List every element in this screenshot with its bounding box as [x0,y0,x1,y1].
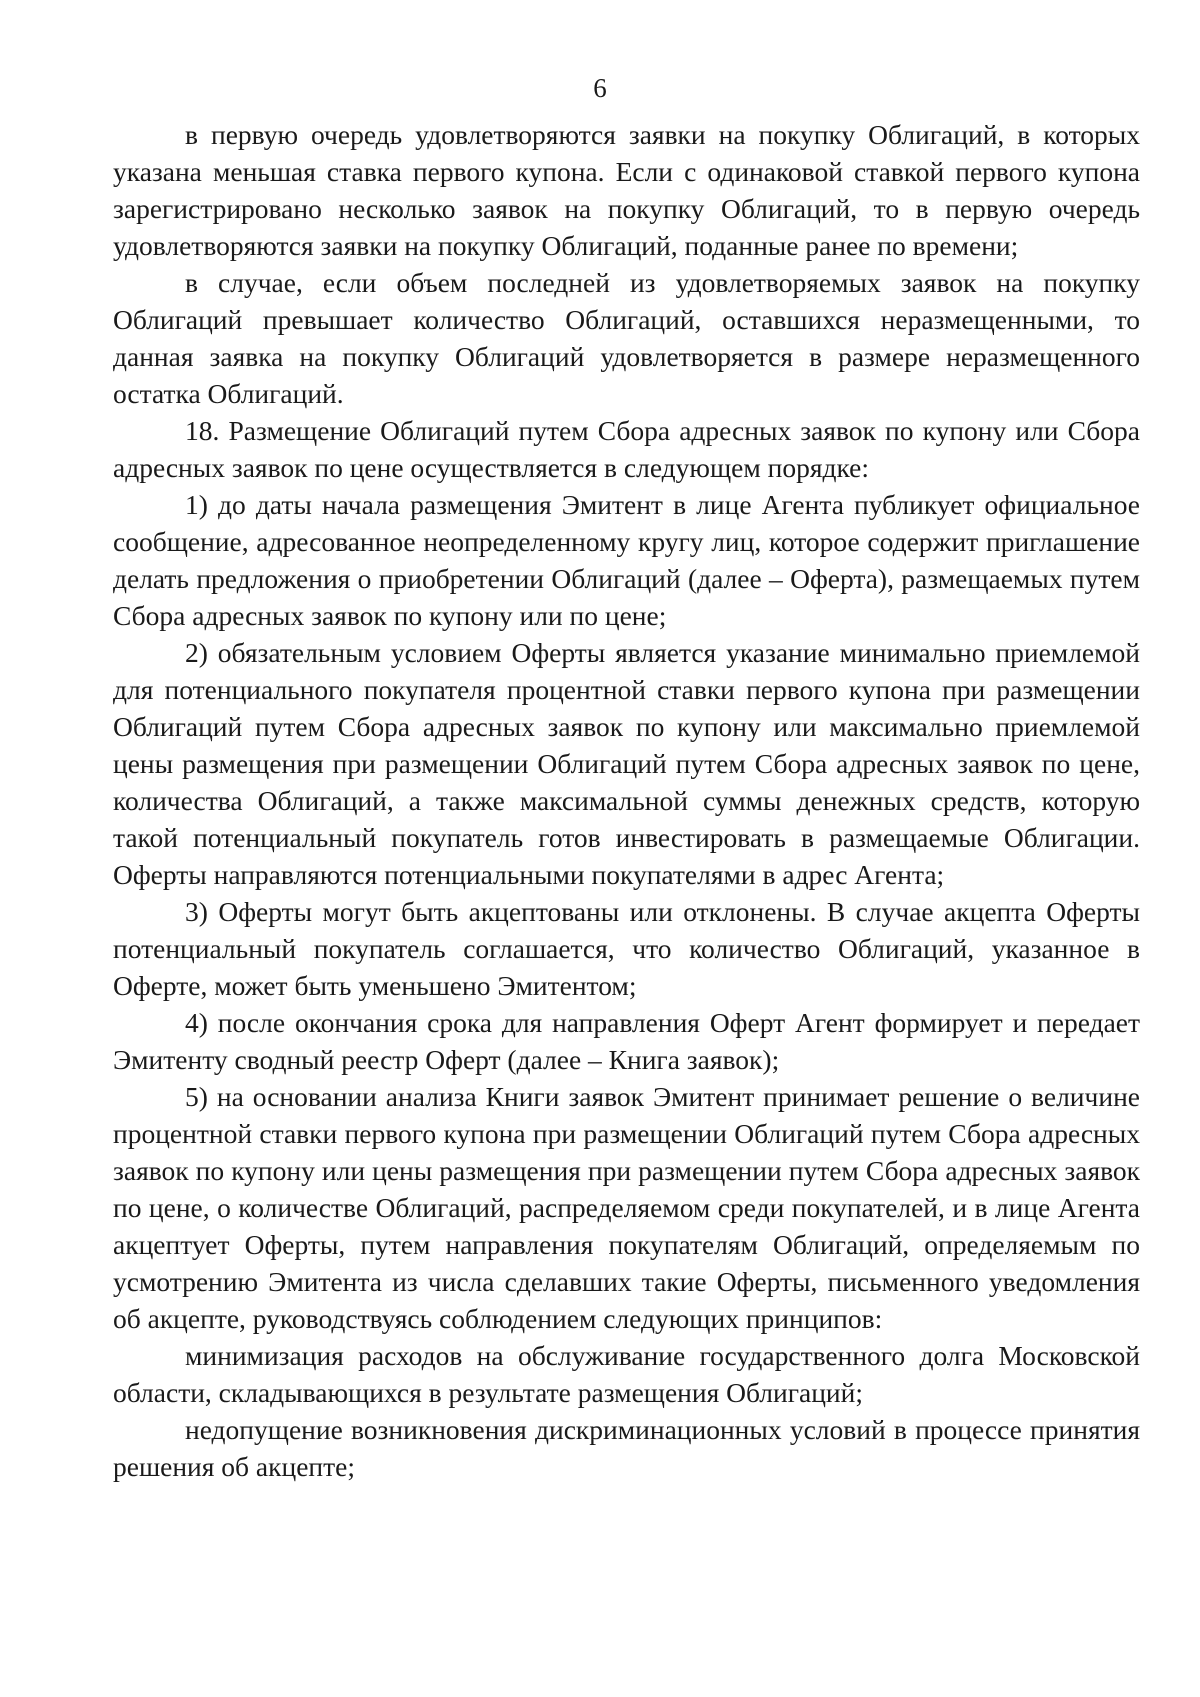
page-number: 6 [593,73,607,103]
paragraph-subitem-4: 4) после окончания срока для направления Оферт Агент формирует и передает Эмитенту сводный реестр Оферт (далее – Книга заявок); [113,1007,1140,1075]
paragraph-subitem-2: 2) обязательным условием Оферты является указание минимально приемлемой для потенциального покупателя процентной ставки первого купона при размещении Облигаций путем Сбора адресных заявок по купону или максимально приемлемой цены размещения при размещении Облигаций путем Сбора адресных заявок по цене, количества Облигаций, а также максимальной суммы денежных средств, которую такой потенциальный покупатель готов инвестировать в размещаемые Облигации. Оферты направляются потенциальными покупателями в адрес Агента; [113,637,1140,890]
paragraph-last-order: в случае, если объем последней из удовлетворяемых заявок на покупку Облигаций превышает количество Облигаций, оставшихся неразмещенными, то данная заявка на покупку Облигаций удовлетворяется в размере неразмещенного остатка Облигаций. [113,267,1140,409]
paragraph-subitem-5: 5) на основании анализа Книги заявок Эмитент принимает решение о величине процентной ставки первого купона при размещении Облигаций путем Сбора адресных заявок по купону или цены размещения при размещении путем Сбора адресных заявок по цене, о количестве Облигаций, распределяемом среди покупателей, и в лице Агента акцептует Оферты, путем направления покупателям Облигаций, определяемым по усмотрению Эмитента из числа сделавших такие Оферты, письменного уведомления об акцепте, руководствуясь соблюдением следующих принципов: [113,1081,1140,1334]
paragraph-priority-rate: в первую очередь удовлетворяются заявки на покупку Облигаций, в которых указана меньшая ставка первого купона. Если с одинаковой ставкой первого купона зарегистрировано несколько заявок на покупку Облигаций, то в первую очередь удовлетворяются заявки на покупку Облигаций, поданные ранее по времени; [113,119,1140,261]
paragraph-subitem-3: 3) Оферты могут быть акцептованы или отклонены. В случае акцепта Оферты потенциальный покупатель соглашается, что количество Облигаций, указанное в Оферте, может быть уменьшено Эмитентом; [113,896,1140,1001]
paragraph-subitem-1: 1) до даты начала размещения Эмитент в лице Агента публикует официальное сообщение, адресованное неопределенному кругу лиц, которое содержит приглашение делать предложения о приобретении Облигаций (далее – Оферта), размещаемых путем Сбора адресных заявок по купону или по цене; [113,489,1140,631]
paragraph-item-18: 18. Размещение Облигаций путем Сбора адресных заявок по купону или Сбора адресных заявок по цене осуществляется в следующем порядке: [113,415,1140,483]
paragraph-principle-minimization: минимизация расходов на обслуживание государственного долга Московской области, складывающихся в результате размещения Облигаций; [113,1340,1140,1408]
document-body [113,116,1140,1485]
paragraph-principle-non-discrimination: недопущение возникновения дискриминационных условий в процессе принятия решения об акцепте; [113,1414,1140,1482]
